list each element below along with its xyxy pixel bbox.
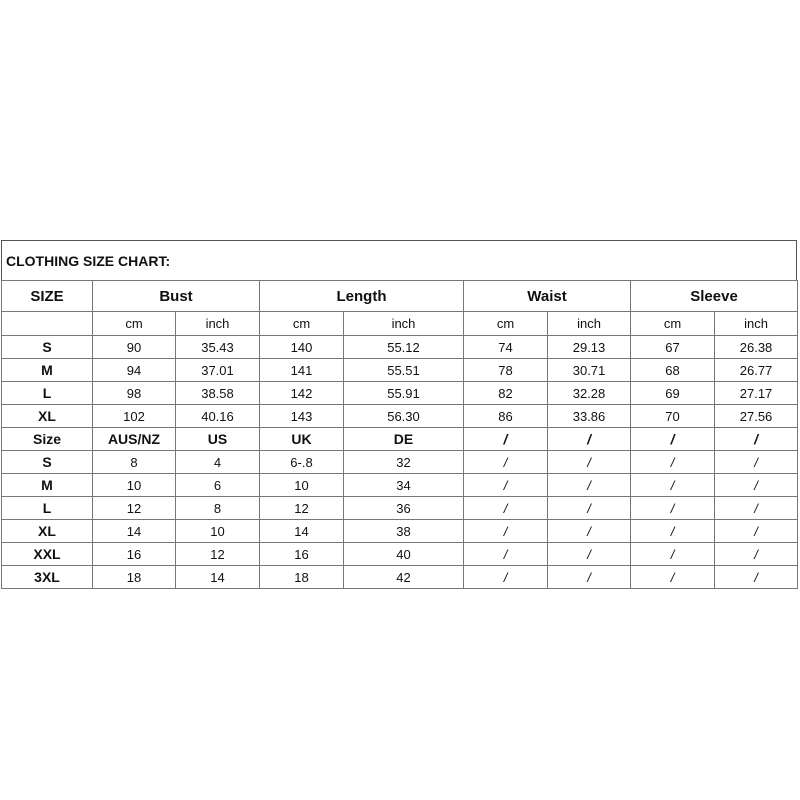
value-cell: 70	[631, 405, 715, 428]
waist-header: Waist	[464, 281, 631, 312]
value-cell: /	[631, 566, 715, 589]
value-cell: 40	[344, 543, 464, 566]
value-cell: 90	[93, 336, 176, 359]
value-cell: AUS/NZ	[93, 428, 176, 451]
measurement-row	[2, 336, 798, 359]
value-cell: 27.56	[715, 405, 798, 428]
value-cell: 94	[93, 359, 176, 382]
size-table	[1, 280, 798, 589]
value-cell: 34	[344, 474, 464, 497]
unit-cell: inch	[176, 312, 260, 336]
value-cell: 140	[260, 336, 344, 359]
value-cell: /	[631, 474, 715, 497]
value-cell: /	[715, 520, 798, 543]
measurement-row	[2, 359, 798, 382]
value-cell: 69	[631, 382, 715, 405]
value-cell: 42	[344, 566, 464, 589]
length-header: Length	[260, 281, 464, 312]
size-label-cell: Size	[2, 428, 93, 451]
value-cell: /	[715, 428, 798, 451]
value-cell: 33.86	[548, 405, 631, 428]
chart-title: CLOTHING SIZE CHART:	[1, 240, 797, 280]
value-cell: 102	[93, 405, 176, 428]
value-cell: 14	[93, 520, 176, 543]
unit-cell: inch	[548, 312, 631, 336]
size-label-cell: XL	[2, 520, 93, 543]
value-cell: 68	[631, 359, 715, 382]
value-cell: /	[548, 451, 631, 474]
value-cell: /	[548, 520, 631, 543]
value-cell: /	[464, 566, 548, 589]
header-row	[2, 281, 798, 312]
value-cell: 74	[464, 336, 548, 359]
size-label-cell: XL	[2, 405, 93, 428]
value-cell: 67	[631, 336, 715, 359]
value-cell: 14	[260, 520, 344, 543]
value-cell: 16	[93, 543, 176, 566]
value-cell: 36	[344, 497, 464, 520]
value-cell: 12	[260, 497, 344, 520]
value-cell: 26.38	[715, 336, 798, 359]
conversion-row	[2, 520, 798, 543]
value-cell: 8	[176, 497, 260, 520]
size-chart	[1, 240, 797, 589]
size-label-cell: XXL	[2, 543, 93, 566]
value-cell: 37.01	[176, 359, 260, 382]
value-cell: /	[464, 451, 548, 474]
value-cell: 16	[260, 543, 344, 566]
value-cell: 86	[464, 405, 548, 428]
measurement-row	[2, 405, 798, 428]
conversion-header-row	[2, 428, 798, 451]
value-cell: /	[631, 497, 715, 520]
value-cell: 98	[93, 382, 176, 405]
size-label-cell: L	[2, 382, 93, 405]
value-cell: 56.30	[344, 405, 464, 428]
unit-cell: cm	[631, 312, 715, 336]
measurement-row	[2, 382, 798, 405]
value-cell: /	[715, 497, 798, 520]
unit-cell: cm	[464, 312, 548, 336]
conversion-row	[2, 566, 798, 589]
value-cell: 14	[176, 566, 260, 589]
value-cell: 55.12	[344, 336, 464, 359]
conversion-row	[2, 474, 798, 497]
value-cell: DE	[344, 428, 464, 451]
value-cell: 38	[344, 520, 464, 543]
conversion-row	[2, 497, 798, 520]
value-cell: 82	[464, 382, 548, 405]
unit-cell: inch	[344, 312, 464, 336]
size-label-cell: S	[2, 336, 93, 359]
value-cell: /	[464, 520, 548, 543]
value-cell: 143	[260, 405, 344, 428]
size-label-cell: 3XL	[2, 566, 93, 589]
size-label-cell: M	[2, 474, 93, 497]
value-cell: /	[548, 566, 631, 589]
value-cell: /	[548, 497, 631, 520]
value-cell: /	[715, 451, 798, 474]
value-cell: 27.17	[715, 382, 798, 405]
value-cell: /	[715, 474, 798, 497]
value-cell: 4	[176, 451, 260, 474]
value-cell: /	[464, 543, 548, 566]
value-cell: 6-.8	[260, 451, 344, 474]
value-cell: 8	[93, 451, 176, 474]
bust-header: Bust	[93, 281, 260, 312]
value-cell: 55.51	[344, 359, 464, 382]
size-label-cell: S	[2, 451, 93, 474]
value-cell: 6	[176, 474, 260, 497]
value-cell: 12	[176, 543, 260, 566]
value-cell: /	[464, 497, 548, 520]
value-cell: /	[548, 428, 631, 451]
value-cell: /	[464, 474, 548, 497]
value-cell: 12	[93, 497, 176, 520]
value-cell: 18	[93, 566, 176, 589]
value-cell: 141	[260, 359, 344, 382]
value-cell: /	[548, 474, 631, 497]
unit-cell: cm	[260, 312, 344, 336]
value-cell: 18	[260, 566, 344, 589]
value-cell: 29.13	[548, 336, 631, 359]
value-cell: 35.43	[176, 336, 260, 359]
conversion-row	[2, 543, 798, 566]
value-cell: /	[631, 451, 715, 474]
size-label-cell: M	[2, 359, 93, 382]
sleeve-header: Sleeve	[631, 281, 798, 312]
value-cell: UK	[260, 428, 344, 451]
value-cell: US	[176, 428, 260, 451]
size-header: SIZE	[2, 281, 93, 312]
value-cell: 10	[93, 474, 176, 497]
unit-cell: cm	[93, 312, 176, 336]
units-blank	[2, 312, 93, 336]
value-cell: 32	[344, 451, 464, 474]
value-cell: 55.91	[344, 382, 464, 405]
value-cell: /	[548, 543, 631, 566]
conversion-row	[2, 451, 798, 474]
value-cell: /	[715, 566, 798, 589]
value-cell: 32.28	[548, 382, 631, 405]
value-cell: /	[464, 428, 548, 451]
value-cell: 142	[260, 382, 344, 405]
unit-cell: inch	[715, 312, 798, 336]
value-cell: 10	[176, 520, 260, 543]
value-cell: 38.58	[176, 382, 260, 405]
value-cell: /	[631, 520, 715, 543]
value-cell: 40.16	[176, 405, 260, 428]
size-label-cell: L	[2, 497, 93, 520]
value-cell: 78	[464, 359, 548, 382]
value-cell: 30.71	[548, 359, 631, 382]
value-cell: /	[715, 543, 798, 566]
value-cell: /	[631, 543, 715, 566]
value-cell: 26.77	[715, 359, 798, 382]
value-cell: 10	[260, 474, 344, 497]
value-cell: /	[631, 428, 715, 451]
units-row	[2, 312, 798, 336]
